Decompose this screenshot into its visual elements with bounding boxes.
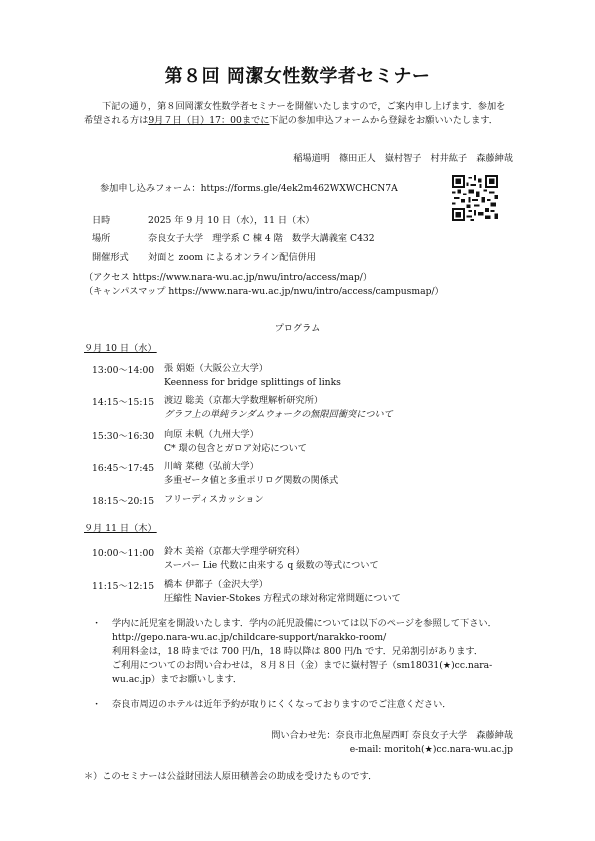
talk-title: Keenness for bridge splittings of links (164, 377, 341, 388)
registration-label: 参加申し込みフォーム： (100, 183, 201, 194)
page-title: 第８回 岡潔女性数学者セミナー (164, 66, 431, 87)
talk-time: 18:15〜20:15 (92, 496, 155, 507)
intro-text-1: 下記の通り，第８回岡潔女性数学者セミナーを開催いたしますので，ご案内申し上げます．参加を希望される方は (84, 101, 506, 126)
info-label: 場所 (92, 233, 111, 244)
access-link[interactable]: （アクセス https://www.nara-wu.ac.jp/nwu/intro/access/map/） (84, 272, 373, 283)
talk-time: 16:45〜17:45 (92, 463, 155, 474)
day1-date: ９月 10 日（水） (84, 343, 157, 354)
qr-code-icon[interactable] (452, 175, 498, 221)
talk-speaker: 張 娟姫（大阪公立大学） (164, 363, 268, 374)
talk-speaker: 鈴木 美裕（京都大学理学研究科） (164, 546, 305, 557)
organizer: 村井紘子 (430, 153, 468, 164)
talk-time: 14:15〜15:15 (92, 397, 155, 408)
contact-email[interactable]: e-mail: moritoh(★)cc.nara-wu.ac.jp (349, 744, 513, 755)
talk-speaker: フリーディスカッション (164, 494, 264, 505)
info-row-format (92, 249, 316, 263)
registration-line (100, 180, 398, 194)
childcare-note (84, 617, 524, 687)
childcare-text-1: 学内に託児室を開設いたします．学内の託児設備については以下のページを参照して下さい．http://gepo.nara-wu.ac.jp/childcare-support/narakko-room/ (112, 618, 497, 643)
hotel-note (84, 698, 524, 712)
talk-speaker: 渡辺 聡美（京都大学数理解析研究所） (164, 395, 324, 406)
organizer: 嶽村智子 (384, 153, 422, 164)
talk-title: スーパー Lie 代数に由来する q 級数の等式について (164, 560, 379, 571)
talk-speaker: 橋本 伊都子（金沢大学） (164, 579, 268, 590)
registration-url[interactable]: https://forms.gle/4ek2m462WXWCHCN7A (200, 183, 398, 194)
organizers (284, 150, 513, 164)
intro-deadline: 9月７日（日）17：00までに (148, 115, 270, 126)
talk-time: 11:15〜12:15 (92, 581, 155, 592)
bullet-icon: ・ (92, 618, 102, 629)
intro-paragraph (84, 100, 514, 128)
childcare-text-2: 利用料金は，18 時までは 700 円/h，18 時以降は 800 円/h です．兄弟割引があります． (112, 646, 484, 657)
footnote: ＊）このセミナーは公益財団法人原田積善会の助成を受けたものです． (84, 771, 378, 782)
info-value: 2025 年 9 月 10 日（水），11 日（木） (148, 215, 315, 226)
organizer: 篠田正人 (339, 153, 376, 164)
talk-time: 13:00〜14:00 (92, 365, 155, 376)
talk-entry (164, 578, 401, 606)
talk-title: 圧縮性 Navier-Stokes 方程式の球対称定常問題について (164, 593, 401, 604)
program-heading: プログラム (274, 323, 321, 334)
talk-time: 15:30〜16:30 (92, 431, 155, 442)
talk-title: C* 環の包含とガロア対応について (164, 443, 307, 454)
organizer: 稲場道明 (293, 153, 330, 164)
day1-heading (84, 340, 157, 354)
talk-speaker: 向原 未帆（九州大学） (164, 429, 259, 440)
info-value: 対面と zoom によるオンライン配信併用 (148, 252, 316, 263)
organizer: 森藤紳哉 (476, 153, 513, 164)
talk-title: グラフ上の単純ランダムウォークの無限回衝突について (164, 409, 393, 420)
talk-entry (164, 362, 341, 390)
info-value: 奈良女子大学 理学系 C 棟 4 階 数学大講義室 C432 (148, 233, 375, 244)
info-row-date (92, 212, 315, 226)
talk-title: 多重ゼータ値と多重ポリログ関数の関係式 (164, 475, 339, 486)
talk-time: 10:00〜11:00 (92, 548, 155, 559)
talk-entry (164, 493, 264, 507)
info-label: 日時 (92, 215, 111, 226)
campus-map-link[interactable]: （キャンパスマップ https://www.nara-wu.ac.jp/nwu/intro/access/campusmap/） (84, 286, 444, 297)
bullet-icon: ・ (92, 699, 102, 710)
intro-text-2: 下記の参加申込フォームから登録をお願いいたします． (269, 115, 498, 126)
talk-entry (164, 460, 338, 488)
talk-entry (164, 545, 379, 573)
info-row-venue (92, 230, 375, 244)
info-label: 開催形式 (92, 252, 129, 263)
day2-heading (84, 520, 157, 534)
contact-block (271, 729, 513, 757)
day2-date: ９月 11 日（木） (84, 523, 157, 534)
talk-speaker: 川﨑 菜穂（弘前大学） (164, 461, 259, 472)
hotel-text: 奈良市周辺のホテルは近年予約が取りにくくなっておりますのでご注意ください． (112, 699, 452, 710)
childcare-text-3: ご利用についてのお問い合わせは，８月８日（金）までに嶽村智子（sm18031(★)cc.nara-wu.ac.jp）までお願いします． (112, 660, 493, 685)
talk-entry (164, 394, 393, 422)
talk-entry (164, 428, 307, 456)
contact-address: 問い合わせ先：奈良市北魚屋西町 奈良女子大学 森藤紳哉 (271, 730, 513, 741)
